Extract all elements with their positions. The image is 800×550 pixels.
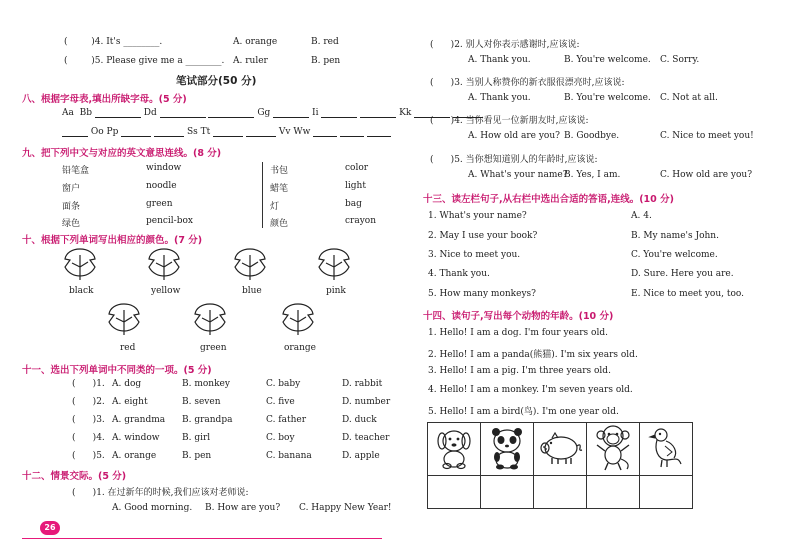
- opt-c: C. five: [266, 397, 295, 407]
- leaf-icon: [192, 302, 228, 336]
- q-number: 5: [94, 56, 101, 66]
- color-word: yellow: [151, 286, 181, 296]
- opt-a: A. dog: [112, 379, 142, 389]
- situation-q3: ( )3. 当别人称赞你的新衣服很漂亮时,应该说:: [430, 78, 625, 88]
- match-en-1: window: [146, 163, 182, 173]
- opt-a: A. How old are you?: [468, 131, 560, 141]
- color-word: blue: [242, 286, 262, 296]
- opt-c: C. baby: [266, 379, 301, 389]
- blank-field[interactable]: [154, 127, 184, 137]
- situation-q4: ( )4. 当你看见一位新朋友时,应该说:: [430, 116, 589, 126]
- animal-sentence-3: 3. Hello! I am a pig. I'm three years old.: [428, 366, 611, 376]
- leaf-icon: [316, 247, 352, 281]
- q-text: 2. 别人对你表示感谢时,应该说:: [454, 40, 580, 50]
- blank-field[interactable]: [95, 108, 141, 118]
- response-c: C. You're welcome.: [631, 250, 718, 260]
- situation-q5: ( )5. 当你想知道别人的年龄时,应该说:: [430, 155, 598, 165]
- paren-close: ): [91, 56, 95, 66]
- match-en-3: green: [146, 199, 173, 209]
- opt-c: C. father: [266, 415, 307, 425]
- answer-paren: (: [64, 37, 68, 47]
- animal-cell: [481, 423, 534, 476]
- q-number: 3: [96, 415, 102, 425]
- letter: Oo: [90, 127, 104, 137]
- animal-sentence-4: 4. Hello! I am a monkey. I'm seven years old.: [428, 385, 633, 395]
- opt-d: D. duck: [342, 415, 377, 425]
- alphabet-row-1: [62, 108, 483, 118]
- odd-one-row: ( )3.: [72, 415, 105, 425]
- q-number: 1: [96, 379, 102, 389]
- color-word: red: [120, 343, 136, 353]
- q-number: 5: [96, 451, 102, 461]
- match-cn-6: 蜡笔: [270, 184, 289, 194]
- letter: Ww: [293, 127, 311, 137]
- paren-close: ): [91, 37, 95, 47]
- page-number-badge: 26: [40, 521, 60, 535]
- section-8-title: 八、根据字母表,填出所缺字母。(5 分): [22, 94, 187, 105]
- letter: Pp: [106, 127, 119, 137]
- section-10-title: 十、根据下列单词写出相应的颜色。(7 分): [22, 235, 203, 246]
- opt-c: C. How old are you?: [660, 170, 753, 180]
- sentence-left-1: 1. What's your name?: [428, 211, 527, 221]
- q-text: 4. 当你看见一位新朋友时,应该说:: [454, 116, 589, 126]
- situation-q1: ( )1. 在过新年的时候,我们应该对老师说:: [72, 488, 249, 498]
- opt-b: B. monkey: [182, 379, 230, 389]
- response-a: A. 4.: [631, 211, 652, 221]
- opt-b: B. You're welcome.: [564, 93, 651, 103]
- letter: Gg: [257, 108, 271, 118]
- leaf-icon: [106, 302, 142, 336]
- opt-d: D. teacher: [342, 433, 390, 443]
- leaf-icon: [62, 247, 98, 281]
- match-cn-4: 绿色: [62, 219, 81, 229]
- animal-cell: [587, 423, 640, 476]
- q-number: 4: [96, 433, 102, 443]
- letter: Ii: [312, 108, 319, 118]
- odd-one-row: ( )4.: [72, 433, 105, 443]
- match-en-8: crayon: [345, 216, 377, 226]
- opt-a: A. Good morning.: [112, 503, 193, 513]
- q-text: 3. 当别人称赞你的新衣服很漂亮时,应该说:: [454, 78, 625, 88]
- section-9-title: 九、把下列中文与对应的英文意思连线。(8 分): [22, 148, 222, 159]
- opt-c: C. Not at all.: [660, 93, 718, 103]
- color-word: orange: [284, 343, 316, 353]
- odd-one-row: ( )5.: [72, 451, 105, 461]
- opt-a: A. orange: [112, 451, 157, 461]
- color-word: pink: [326, 286, 346, 296]
- answer-paren: (: [64, 56, 68, 66]
- blank-field[interactable]: [360, 108, 396, 118]
- match-cn-5: 书包: [270, 166, 289, 176]
- match-cn-1: 铅笔盒: [62, 166, 90, 176]
- q-text: Please give me a ________.: [106, 56, 225, 66]
- opt-b: B. You're welcome.: [564, 55, 651, 65]
- animal-age-table: [427, 422, 693, 509]
- q-text: It's ________.: [106, 37, 163, 47]
- match-en-4: pencil-box: [146, 216, 193, 226]
- opt-b: B. Yes, I am.: [564, 170, 621, 180]
- dog-icon: [433, 426, 475, 470]
- blank-field[interactable]: [208, 108, 254, 118]
- opt-d: D. rabbit: [342, 379, 383, 389]
- letter: Dd: [143, 108, 157, 118]
- age-answer-cell[interactable]: [587, 476, 640, 509]
- match-en-7: bag: [345, 199, 362, 209]
- opt-b: B. Goodbye.: [564, 131, 620, 141]
- animal-sentence-1: 1. Hello! I am a dog. I'm four years old.: [428, 328, 608, 338]
- match-cn-7: 灯: [270, 202, 280, 212]
- q-text: 1. 在过新年的时候,我们应该对老师说:: [96, 488, 249, 498]
- blank-field[interactable]: [321, 108, 357, 118]
- opt-d: D. apple: [342, 451, 380, 461]
- opt-a: A. eight: [112, 397, 148, 407]
- animal-cell: [428, 423, 481, 476]
- section-12-title: 十二、情景交际。(5 分): [22, 471, 127, 482]
- age-answer-cell[interactable]: [428, 476, 481, 509]
- sentence-left-4: 4. Thank you.: [428, 269, 490, 279]
- animal-sentence-2: 2. Hello! I am a panda(熊猫). I'm six years old.: [428, 350, 638, 360]
- section-14-title: 十四、读句子,写出每个动物的年龄。(10 分): [423, 311, 614, 322]
- column-divider: [262, 162, 263, 228]
- response-b: B. My name's John.: [631, 231, 719, 241]
- q4-opt-b: B. red: [311, 37, 339, 47]
- pig-icon: [537, 430, 583, 466]
- match-cn-8: 颜色: [270, 219, 289, 229]
- section-13-title: 十三、读左栏句子,从右栏中选出合适的答语,连线。(10 分): [423, 194, 674, 205]
- opt-b: B. How are you?: [205, 503, 281, 513]
- sentence-left-3: 3. Nice to meet you.: [428, 250, 521, 260]
- opt-a: A. window: [112, 433, 160, 443]
- opt-b: B. seven: [182, 397, 221, 407]
- opt-a: A. grandma: [112, 415, 166, 425]
- opt-a: A. Thank you.: [468, 55, 531, 65]
- q4-opt-a: A. orange: [233, 37, 278, 47]
- match-cn-3: 面条: [62, 202, 81, 212]
- animal-sentence-5: 5. Hello! I am a bird(鸟). I'm one year old.: [428, 407, 619, 417]
- letter: Aa: [62, 108, 74, 118]
- section-11-title: 十一、选出下列单词中不同类的一项。(5 分): [22, 365, 212, 376]
- footer-rule: [22, 538, 382, 539]
- age-answer-cell[interactable]: [640, 476, 693, 509]
- blank-field[interactable]: [367, 127, 391, 137]
- opt-c: C. Happy New Year!: [299, 503, 392, 513]
- odd-one-row: ( )2.: [72, 397, 105, 407]
- opt-c: C. banana: [266, 451, 312, 461]
- match-cn-2: 窗户: [62, 184, 81, 194]
- match-en-6: light: [345, 181, 366, 191]
- leaf-icon: [232, 247, 268, 281]
- blank-field[interactable]: [62, 127, 88, 137]
- response-e: E. Nice to meet you, too.: [631, 289, 745, 299]
- bird-icon: [648, 426, 684, 470]
- match-en-5: color: [345, 163, 369, 173]
- q-number: 2: [96, 397, 102, 407]
- blank-field[interactable]: [213, 127, 243, 137]
- sentence-left-2: 2. May I use your book?: [428, 231, 538, 241]
- blank-field[interactable]: [160, 108, 206, 118]
- blank-field[interactable]: [121, 127, 151, 137]
- alphabet-row-2: [62, 127, 391, 137]
- opt-c: C. Sorry.: [660, 55, 700, 65]
- color-word: green: [200, 343, 227, 353]
- q-number: 4: [94, 37, 101, 47]
- opt-b: B. grandpa: [182, 415, 233, 425]
- sentence-left-5: 5. How many monkeys?: [428, 289, 536, 299]
- age-answer-cell[interactable]: [481, 476, 534, 509]
- written-part-title: 笔试部分(50 分): [176, 75, 257, 87]
- blank-field[interactable]: [273, 108, 309, 118]
- blank-field[interactable]: [340, 127, 364, 137]
- letter: Kk: [399, 108, 412, 118]
- situation-q2: ( )2. 别人对你表示感谢时,应该说:: [430, 40, 580, 50]
- response-d: D. Sure. Here you are.: [631, 269, 734, 279]
- blank-field[interactable]: [313, 127, 337, 137]
- panda-icon: [487, 426, 527, 470]
- opt-a: A. What's your name?: [468, 170, 568, 180]
- odd-one-row: ( )1.: [72, 379, 105, 389]
- opt-b: B. girl: [182, 433, 211, 443]
- opt-d: D. number: [342, 397, 391, 407]
- age-answer-cell[interactable]: [534, 476, 587, 509]
- opt-b: B. pen: [182, 451, 212, 461]
- letter: Vv: [278, 127, 291, 137]
- q4-row: ( )4. It's ________.: [64, 37, 163, 47]
- leaf-icon: [280, 302, 316, 336]
- opt-c: C. boy: [266, 433, 295, 443]
- color-word: black: [69, 286, 94, 296]
- opt-a: A. Thank you.: [468, 93, 531, 103]
- match-en-2: noodle: [146, 181, 177, 191]
- monkey-icon: [593, 425, 633, 471]
- letter: Ss: [187, 127, 198, 137]
- opt-c: C. Nice to meet you!: [660, 131, 754, 141]
- q5-opt-a: A. ruler: [233, 56, 268, 66]
- letter: Tt: [200, 127, 211, 137]
- blank-field[interactable]: [246, 127, 276, 137]
- animal-cell: [534, 423, 587, 476]
- leaf-icon: [146, 247, 182, 281]
- letter: Bb: [79, 108, 92, 118]
- q5-row: ( )5. Please give me a ________.: [64, 56, 225, 66]
- q-text: 5. 当你想知道别人的年龄时,应该说:: [454, 155, 598, 165]
- animal-cell: [640, 423, 693, 476]
- q5-opt-b: B. pen: [311, 56, 341, 66]
